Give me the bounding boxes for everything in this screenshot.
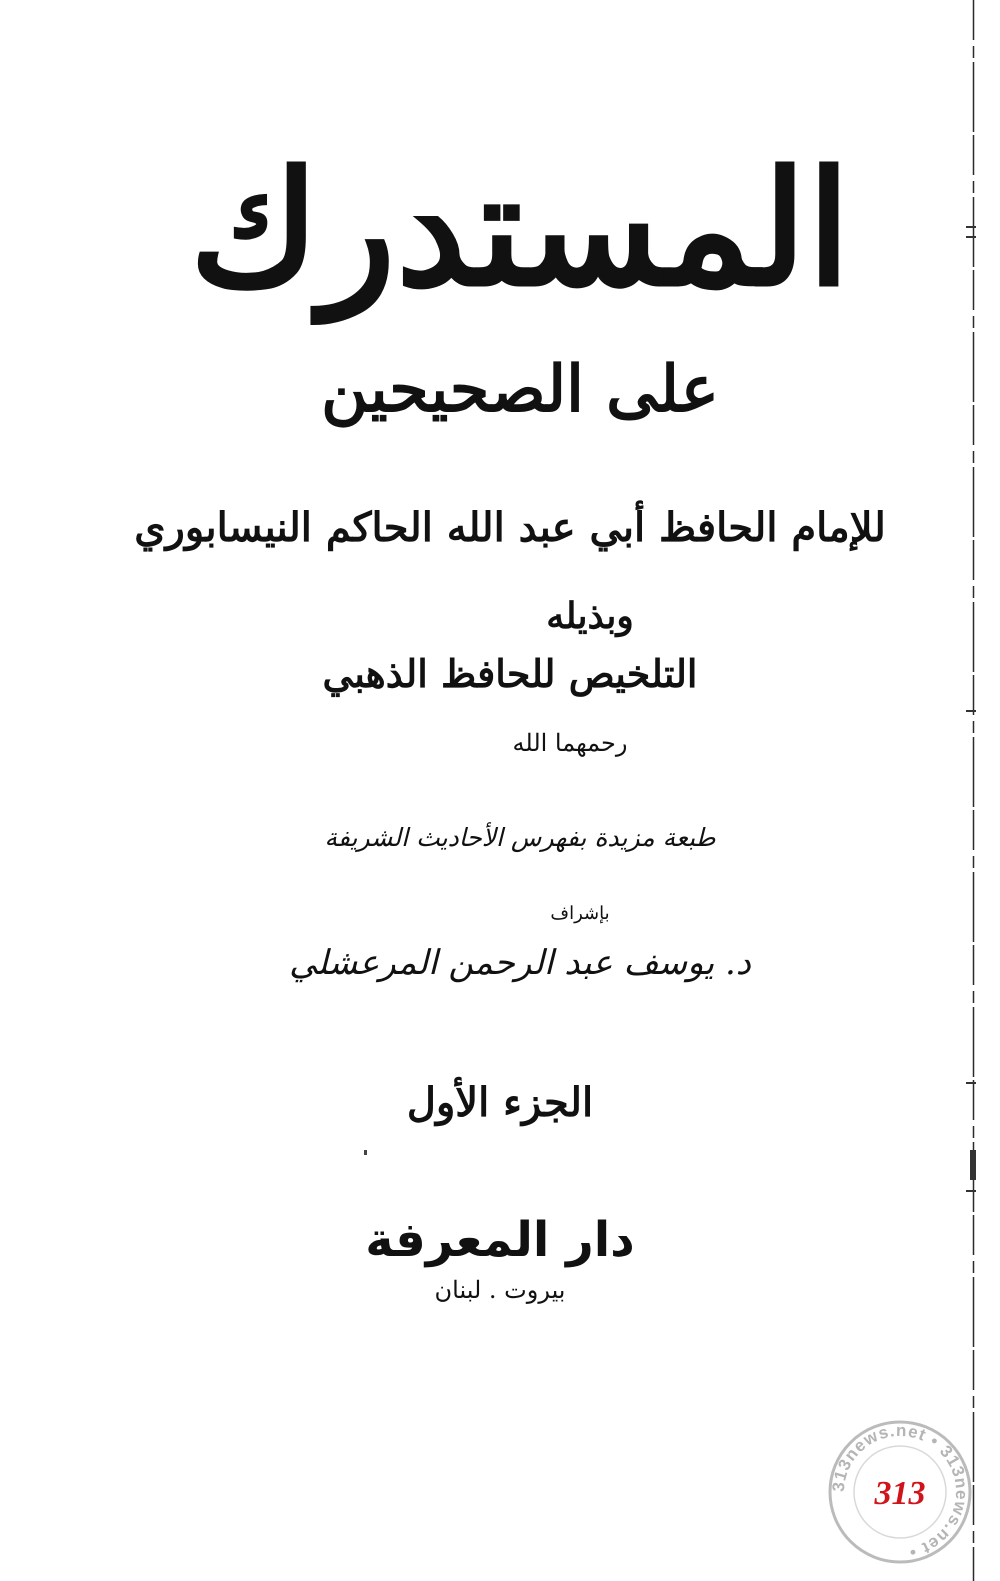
watermark-number: 313: [874, 1475, 926, 1512]
edition-note: طبعة مزيدة بفهرس الأحاديث الشريفة: [324, 823, 716, 852]
binding-mark: [966, 1082, 976, 1084]
supervision-label: بإشراف: [550, 903, 610, 924]
blessing-text: رحمهما الله: [512, 729, 628, 757]
appendix-title: التلخيص للحافظ الذهبي: [322, 651, 698, 696]
scan-speck: [364, 1150, 367, 1155]
volume-label: الجزء الأول: [406, 1079, 594, 1126]
supervisor-name: د. يوسف عبد الرحمن المرعشلي: [289, 943, 751, 983]
publisher-city: بيروت . لبنان: [434, 1276, 566, 1304]
publisher-name: دار المعرفة: [365, 1212, 635, 1268]
appendix-intro: وبذيله: [546, 595, 634, 637]
author-line: للإمام الحافظ أبي عبد الله الحاكم النيسابوري: [134, 504, 886, 551]
binding-mark: [966, 226, 976, 228]
watermark-stamp: [826, 1418, 974, 1566]
binding-mark: [966, 710, 976, 712]
binding-mark: [970, 1150, 976, 1180]
book-subtitle: على الصحيحين: [321, 352, 719, 427]
book-title: المستدرك: [189, 137, 851, 322]
watermark-ring-text: 313news.net • 313news.net •: [828, 1420, 972, 1563]
binding-mark: [966, 236, 976, 238]
binding-mark: [966, 1190, 976, 1192]
